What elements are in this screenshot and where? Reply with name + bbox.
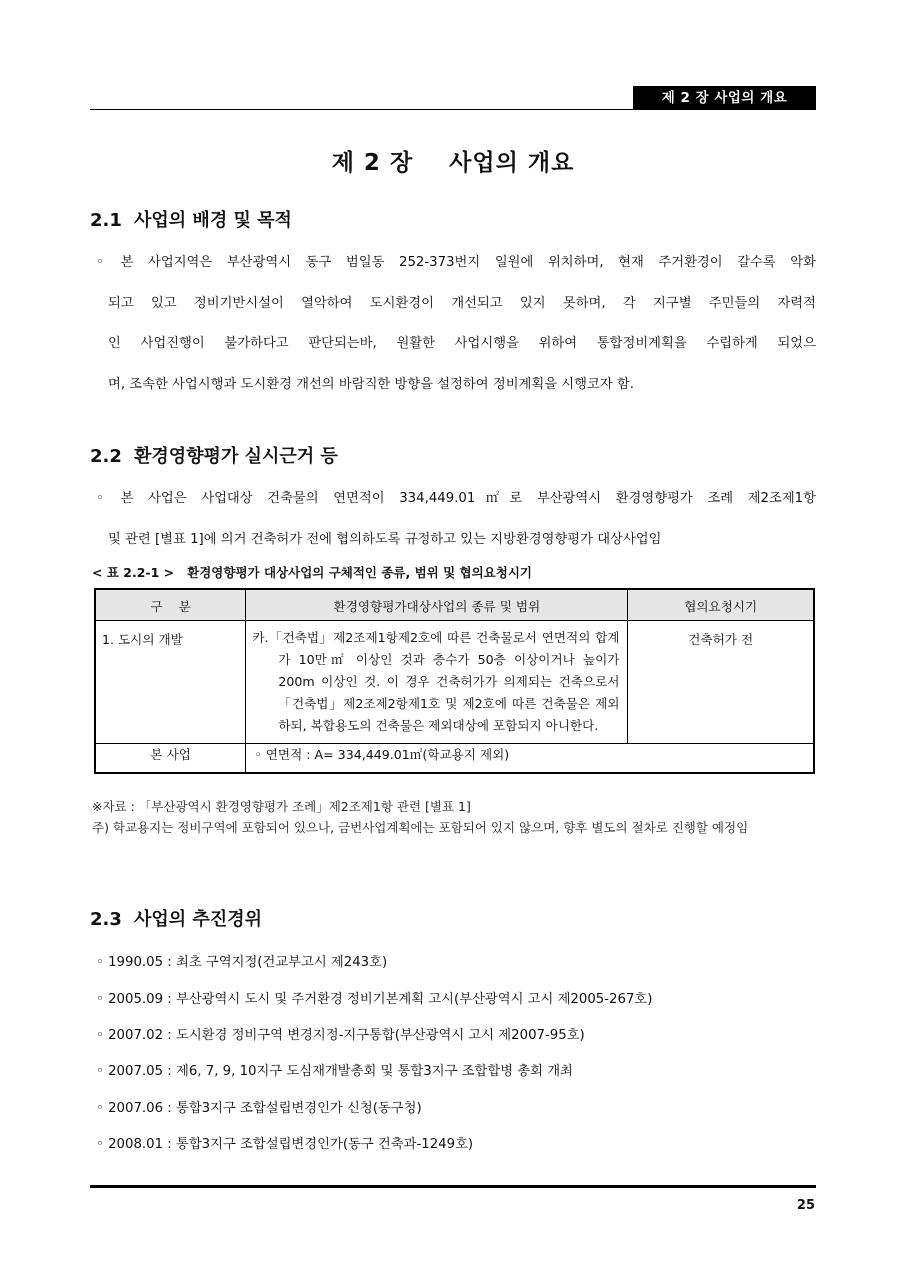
- page-number: 25: [796, 1198, 815, 1213]
- paragraph-line: 및 관련 [별표 1]에 의거 건축허가 전에 협의하도록 규정하고 있는 지방환경영향평가 대상사업임: [108, 531, 662, 547]
- chapter-header-tab: 제 2 장 사업의 개요: [633, 86, 816, 110]
- history-item: ◦ 2007.02 : 도시환경 정비구역 변경지정-지구통합(부산광역시 고시 제2007-95호): [96, 1028, 585, 1043]
- table-cell-scope: [246, 621, 628, 744]
- history-item: ◦ 2007.05 : 제6, 7, 9, 10지구 도심재개발총회 및 통합3지구 조합합병 총회 개최: [96, 1064, 573, 1079]
- section-title: 환경영향평가 실시근거 등: [134, 446, 338, 467]
- header-rule: [90, 109, 816, 110]
- section-heading-2-2: [90, 442, 338, 468]
- table-header-cell: 구 분: [95, 589, 246, 621]
- paragraph-line: ◦ 본 사업지역은 부산광역시 동구 범일동 252-373번지 일원에 위치하며, 현재 주거환경이 갈수록 악화: [96, 243, 816, 284]
- table-cell-category: 본 사업: [95, 744, 246, 774]
- table-cell-area: ◦ 연면적 : A= 334,449.01㎡(학교용지 제외): [246, 744, 814, 774]
- paragraph-line: ◦ 본 사업은 사업대상 건축물의 연면적이 334,449.01㎡로 부산광역시 환경영향평가 조례 제2조제1항: [96, 479, 816, 520]
- section-number: 2.1: [90, 210, 122, 231]
- section-title: 사업의 추진경위: [134, 909, 262, 930]
- section-heading-2-1: [90, 206, 292, 232]
- bullet: ◦: [96, 491, 104, 506]
- table-header-row: [95, 589, 814, 621]
- section-heading-2-3: [90, 905, 262, 931]
- eia-criteria-table: [94, 588, 815, 774]
- section-title: 사업의 배경 및 목적: [134, 210, 292, 231]
- section-number: 2.3: [90, 909, 122, 930]
- scope-text: 카.「건축법」제2조제1항제2호에 따른 건축물로서 연면적의 합계가 10만㎡ 이상인 것과 층수가 50층 이상이거나 높이가 200m 이상인 것. 이 경우 건축허가가 의제되는 건축으로서「건축법」제2조제2항제1호 및 제2호에 따른 건축물은 제외하되, 복합용도의 건축물은 제외대상에 포함되지 아니한다.: [252, 630, 620, 733]
- chapter-title: 제 2 장 사업의 개요: [331, 150, 575, 176]
- table-cell-category: 1. 도시의 개발: [95, 621, 246, 744]
- history-item: ◦ 2005.09 : 부산광역시 도시 및 주거환경 정비기본계획 고시(부산광역시 고시 제2005-267호): [96, 992, 653, 1007]
- paragraph-line: 며, 조속한 사업시행과 도시환경 개선의 바람직한 방향을 설정하여 정비계획을 시행코자 함.: [108, 376, 634, 392]
- footnote: 주) 학교용지는 정비구역에 포함되어 있으나, 금번사업계획에는 포함되어 있지 않으며, 향후 별도의 절차로 진행할 예정임: [92, 820, 749, 835]
- history-item: ◦ 1990.05 : 최초 구역지정(건교부고시 제243호): [96, 955, 388, 970]
- table-row: [95, 744, 814, 774]
- table-header-cell: 환경영향평가대상사업의 종류 및 범위: [246, 589, 628, 621]
- section-number: 2.2: [90, 446, 122, 467]
- section-paragraph: [96, 479, 816, 560]
- table-cell-period: 건축허가 전: [628, 621, 814, 744]
- history-item: ◦ 2007.06 : 통합3지구 조합설립변경인가 신청(동구청): [96, 1101, 422, 1116]
- paragraph-line: 되고 있고 정비기반시설이 열악하여 도시환경이 개선되고 있지 못하며, 각 지구별 주민들의 자력적: [108, 295, 816, 311]
- paragraph-line: 인 사업진행이 불가하다고 판단되는바, 원활한 사업시행을 위하여 통합정비계획을 수립하게 되었으: [108, 336, 816, 351]
- section-paragraph: [96, 243, 816, 405]
- history-item: ◦ 2008.01 : 통합3지구 조합설립변경인가(동구 건축과-1249호): [96, 1137, 474, 1152]
- table-caption: < 표 2.2-1 > 환경영향평가 대상사업의 구체적인 종류, 범위 및 협의요청시기: [92, 565, 532, 580]
- source-note: ※자료 : 「부산광역시 환경영향평가 조례」제2조제1항 관련 [별표 1]: [92, 799, 471, 814]
- bullet: ◦: [96, 255, 104, 270]
- footer-rule: [90, 1185, 816, 1188]
- table-row: [95, 621, 814, 744]
- table-header-cell: 협의요청시기: [628, 589, 814, 621]
